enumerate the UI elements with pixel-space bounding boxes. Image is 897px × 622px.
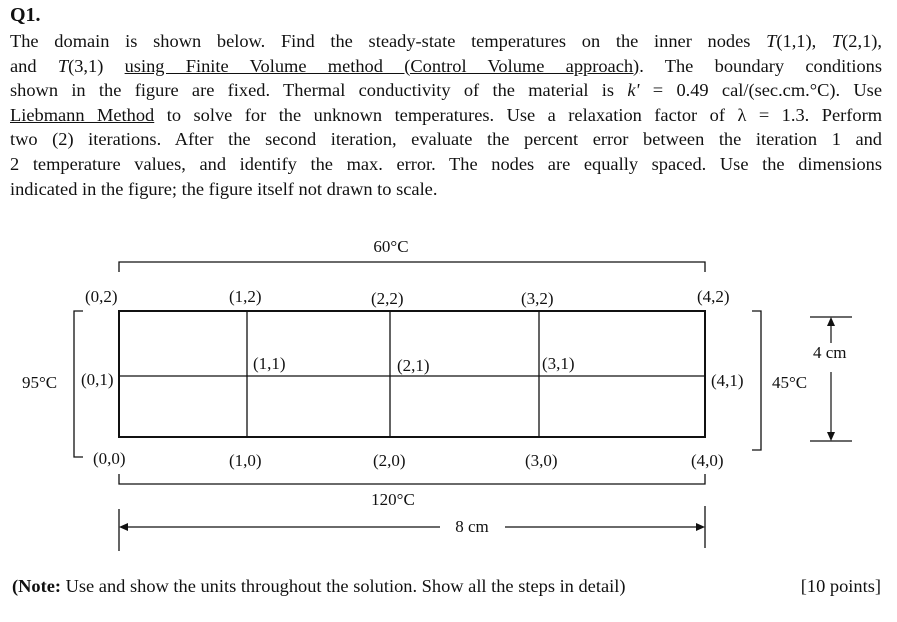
left-bc-label: 95°C [22,373,58,392]
node-label-0-1: (0,1) [81,370,114,389]
node-label-3-1: (3,1) [542,354,575,373]
text-run: and [10,55,58,76]
right-bc-label: 45°C [772,373,808,392]
node-label-1-0: (1,0) [229,451,262,470]
arrow-left-icon [119,523,128,531]
text-run: T [831,31,843,51]
text-run: T [57,55,69,76]
text-run: . The boundary conditions [639,55,882,76]
node-label-1-1: (1,1) [253,354,286,373]
top-bc-label: 60°C [373,237,409,256]
text-run: using Finite Volume method (Control Volume approach) [124,55,640,76]
node-label-1-2: (1,2) [229,287,262,306]
text-run: (3,1) [68,55,125,76]
arrow-down-icon [827,432,835,441]
node-label-3-0: (3,0) [525,451,558,470]
text-run: The domain is shown below. Find the steady-state temperatures on the inner nodes [10,31,767,51]
text-run: = 0.49 cal/(sec.cm.°C). Use [639,80,882,101]
node-label-2-0: (2,0) [373,451,406,470]
note-label: (Note: [12,576,62,596]
width-dimension [119,506,705,551]
points-value: [10 points] [800,576,881,596]
top-boundary-bracket [119,262,705,272]
node-label-0-2: (0,2) [85,287,118,306]
right-boundary-bracket [752,311,761,450]
node-label-3-2: (3,2) [521,289,554,308]
node-label-0-0: (0,0) [93,449,126,468]
node-label-2-2: (2,2) [371,289,404,308]
text-run: (2,1), [842,31,882,51]
arrow-up-icon [827,317,835,326]
note [12,576,625,597]
node-label-4-1: (4,1) [711,371,744,390]
text-run: two (2) iterations. After the second iteration, evaluate the percent error between the iteration 1 and [10,129,882,150]
node-label-4-2: (4,2) [697,287,730,306]
text-run: 2 temperature values, and identify the max. error. The nodes are equally spaced. Use the dimensions [10,153,882,174]
height-dimension [810,317,852,441]
text-run: to solve for the unknown temperatures. Use a relaxation factor of λ = 1.3. Perform [154,104,882,125]
text-run: T [766,31,777,51]
width-dim-label: 8 cm [455,517,489,536]
node-label-2-1: (2,1) [397,356,430,375]
height-dim-label: 4 cm [813,343,847,362]
arrow-right-icon [696,523,705,531]
text-run: indicated in the figure; the figure itself not drawn to scale. [10,178,438,199]
text-run: k' [627,80,640,101]
note-text: Use and show the units throughout the solution. Show all the steps in detail) [61,576,626,596]
text-run: Liebmann Method [10,104,155,125]
bottom-bc-label: 120°C [371,490,415,509]
text-run: (1,1), [776,31,832,51]
bottom-boundary-bracket [119,474,705,484]
text-run: shown in the figure are fixed. Thermal conductivity of the material is [10,80,628,101]
question-number: Q1. [10,4,41,26]
node-label-4-0: (4,0) [691,451,724,470]
